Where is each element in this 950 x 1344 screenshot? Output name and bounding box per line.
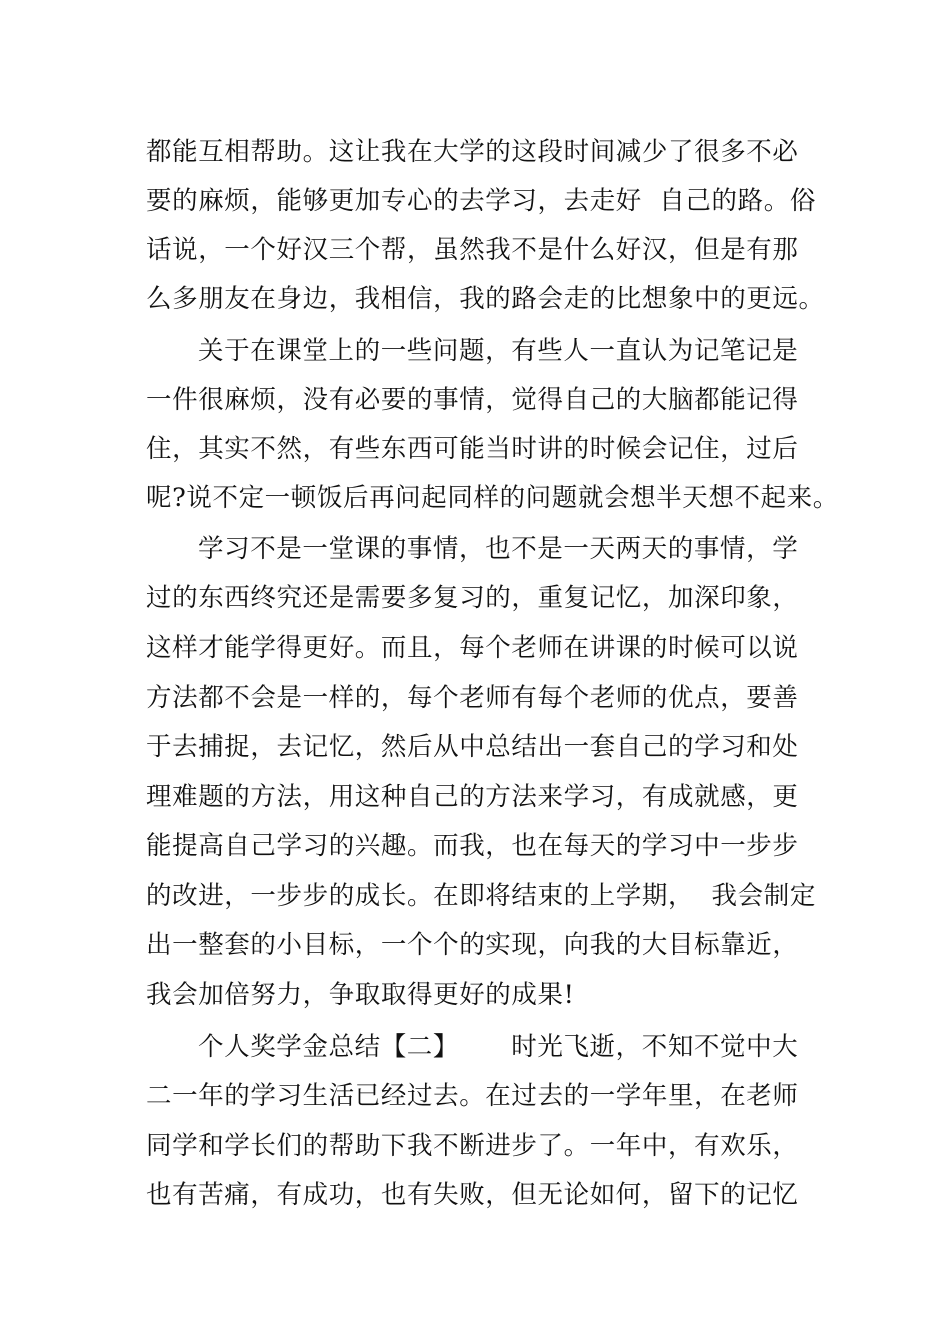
text-line: 能提高自己学习的兴趣。而我，也在每天的学习中一步步 (146, 831, 799, 861)
text-line: 都能互相帮助。这让我在大学的这段时间减少了很多不必 (146, 137, 799, 167)
text-line: 出一整套的小目标，一个个的实现，向我的大目标靠近， (146, 930, 799, 960)
text-line: 的改进，一步步的成长。在即将结束的上学期， 我会制定 (146, 881, 816, 911)
text-line: 同学和学长们的帮助下我不断进步了。一年中，有欢乐， (146, 1131, 799, 1161)
text-line: 二一年的学习生活已经过去。在过去的一学年里，在老师 (146, 1081, 799, 1111)
text-line: 方法都不会是一样的，每个老师有每个老师的优点，要善 (146, 683, 799, 713)
text-line: 我会加倍努力，争取取得更好的成果! (146, 980, 575, 1010)
paragraph-start-line: 学习不是一堂课的事情，也不是一天两天的事情，学 (198, 534, 799, 564)
text-line: 话说，一个好汉三个帮，虽然我不是什么好汉，但是有那 (146, 235, 799, 265)
text-line: 住，其实不然，有些东西可能当时讲的时候会记住，过后 (146, 434, 799, 464)
section-heading-line: 个人奖学金总结【二】 时光飞逝，不知不觉中大 (198, 1032, 799, 1062)
text-line: 呢?说不定一顿饭后再问起同样的问题就会想半天想不起来。 (146, 483, 839, 513)
text-line: 么多朋友在身边，我相信，我的路会走的比想象中的更远。 (146, 284, 825, 314)
text-line: 一件很麻烦，没有必要的事情，觉得自己的大脑都能记得 (146, 385, 799, 415)
text-line: 于去捕捉，去记忆，然后从中总结出一套自己的学习和处 (146, 732, 799, 762)
text-line: 过的东西终究还是需要多复习的，重复记忆，加深印象， (146, 583, 799, 613)
paragraph-start-line: 关于在课堂上的一些问题，有些人一直认为记笔记是 (198, 336, 799, 366)
text-line: 理难题的方法，用这种自己的方法来学习，有成就感，更 (146, 782, 799, 812)
text-line: 要的麻烦，能够更加专心的去学习，去走好 自己的路。俗 (146, 186, 816, 216)
text-line: 也有苦痛，有成功，也有失败，但无论如何，留下的记忆 (146, 1180, 799, 1210)
text-line: 这样才能学得更好。而且，每个老师在讲课的时候可以说 (146, 633, 799, 663)
